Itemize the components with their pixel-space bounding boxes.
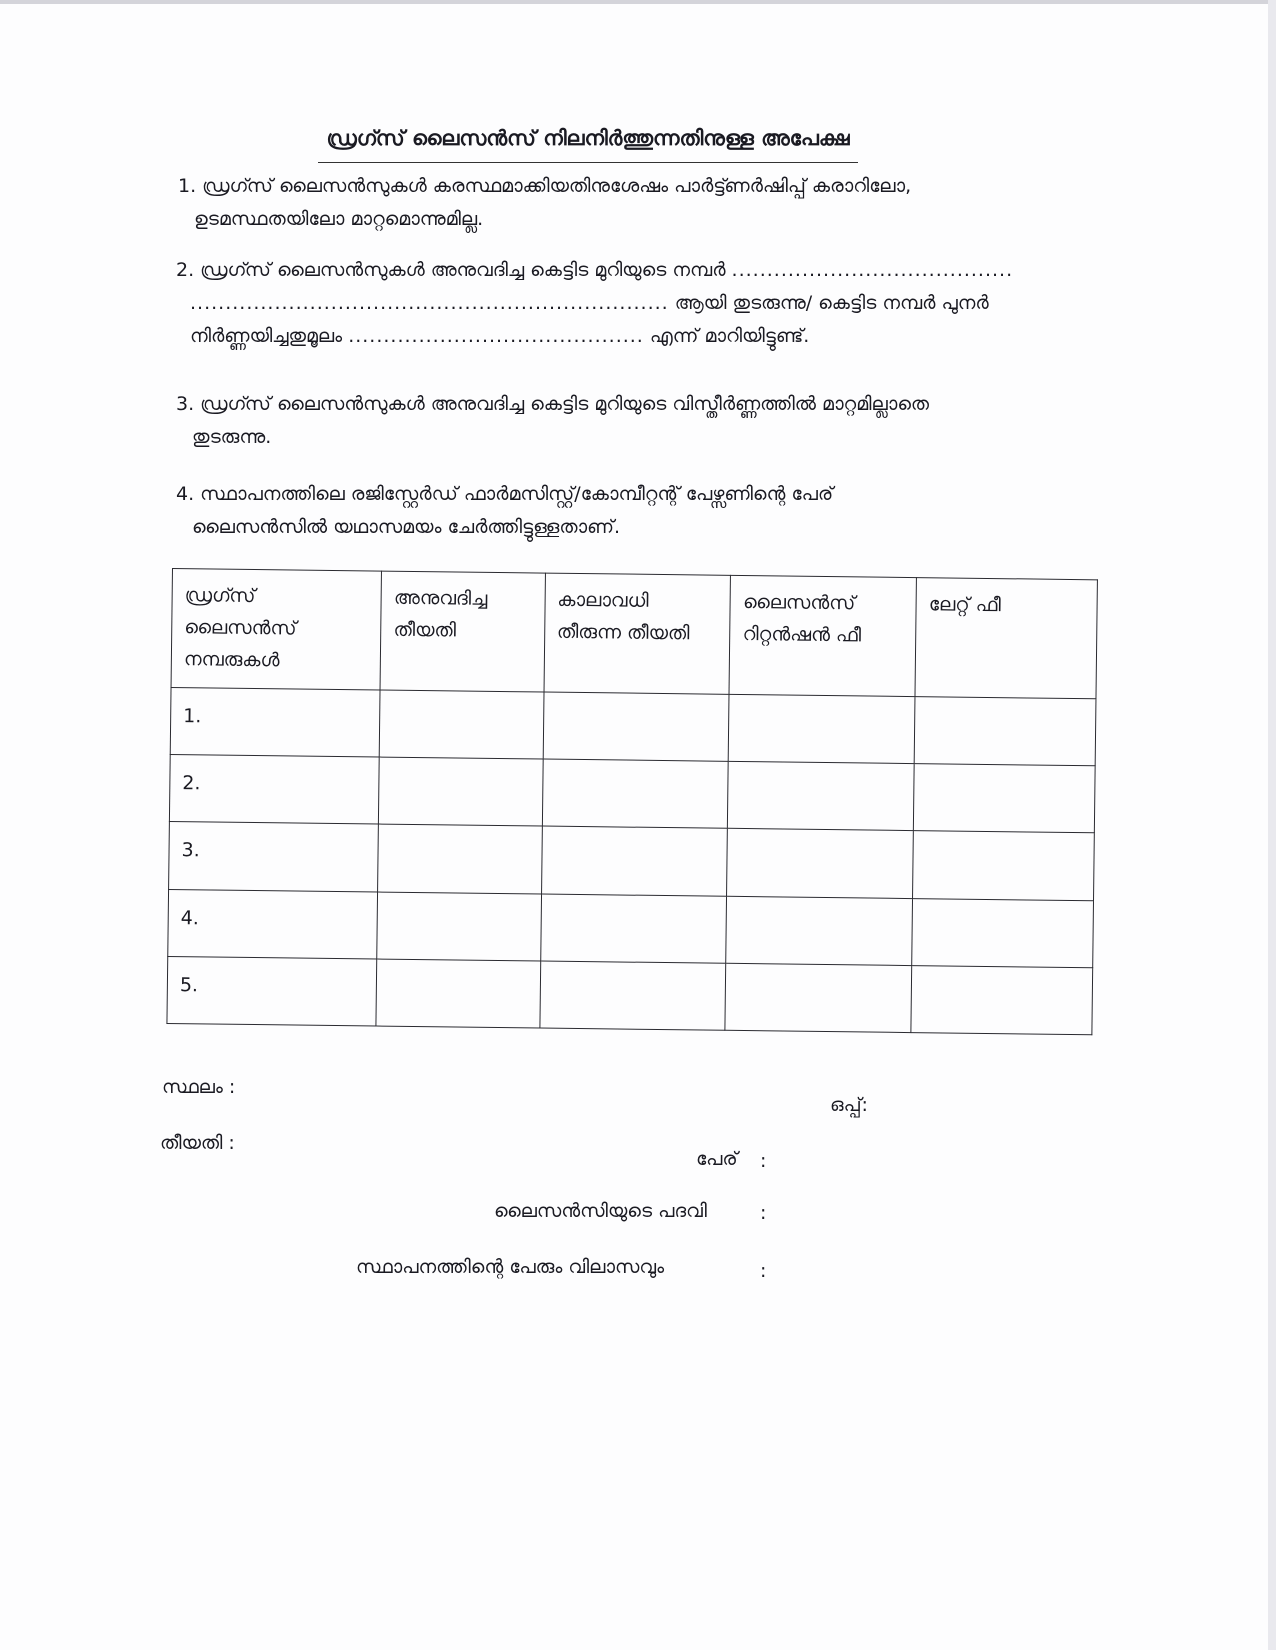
table-header-row bbox=[171, 569, 1097, 699]
signature-label: ഒപ്പ്: bbox=[830, 1094, 868, 1116]
statement-3 bbox=[176, 388, 929, 454]
table-cell[interactable] bbox=[540, 894, 727, 963]
table-cell[interactable] bbox=[726, 896, 913, 965]
license-table bbox=[166, 568, 1098, 1035]
header-retention-fee: ലൈസൻസ് റിറ്റൻഷൻ ഫീ bbox=[729, 575, 916, 696]
statement-1-line-1: 1. ഡ്രഗ്സ് ലൈസൻസുകൾ കരസ്ഥമാക്കിയതിനുശേഷം പാർട്ട്ണർഷിപ്പ് കരാറിലോ, bbox=[178, 175, 912, 197]
form-title: ഡ്രഗ്സ് ലൈസൻസ് നിലനിർത്തുന്നതിനുള്ള അപേക്ഷ bbox=[326, 126, 850, 150]
table-cell[interactable] bbox=[377, 892, 541, 961]
table-cell[interactable] bbox=[543, 692, 730, 761]
table-cell[interactable] bbox=[914, 697, 1096, 766]
statement-2-line-1: 2. ഡ്രഗ്സ് ലൈസൻസുകൾ അനുവദിച്ച കെട്ടിട മുറിയുടെ നമ്പർ bbox=[176, 259, 726, 281]
designation-label: ലൈസൻസിയുടെ പദവി bbox=[494, 1200, 707, 1222]
header-expiry-date: കാലാവധി തീരുന്ന തീയതി bbox=[544, 573, 731, 694]
table-cell[interactable] bbox=[541, 826, 728, 895]
address-colon: : bbox=[760, 1260, 767, 1282]
table-cell[interactable] bbox=[729, 694, 916, 763]
table-cell[interactable] bbox=[540, 961, 727, 1031]
header-late-fee: ലേറ്റ് ഫീ bbox=[915, 578, 1097, 699]
table-cell[interactable] bbox=[914, 764, 1096, 833]
table-cell[interactable] bbox=[728, 762, 915, 831]
statement-2-line-3-end: എന്ന് മാറിയിട്ടുണ്ട്. bbox=[649, 325, 810, 347]
statement-4-line-2: ലൈസൻസിൽ യഥാസമയം ചേർത്തിട്ടുള്ളതാണ്. bbox=[192, 516, 621, 538]
table-row bbox=[168, 889, 1094, 967]
table-cell[interactable] bbox=[380, 690, 544, 759]
statement-3-line-1: 3. ഡ്രഗ്സ് ലൈസൻസുകൾ അനുവദിച്ച കെട്ടിട മുറിയുടെ വിസ്തീർണ്ണത്തിൽ മാറ്റമില്ലാതെ bbox=[176, 393, 930, 415]
statement-4 bbox=[176, 478, 833, 544]
title-underline bbox=[318, 162, 858, 163]
table-cell[interactable] bbox=[379, 757, 543, 826]
statement-2-line-2: ആയി തുടരുന്നു/ കെട്ടിട നമ്പർ പുനർ bbox=[674, 292, 989, 314]
table-row bbox=[170, 687, 1096, 765]
row-number: 3. bbox=[169, 822, 379, 892]
designation-colon: : bbox=[760, 1202, 767, 1224]
table-row bbox=[169, 755, 1095, 833]
name-colon: : bbox=[760, 1150, 767, 1172]
header-issued-date: അനുവദിച്ച തീയതി bbox=[380, 571, 545, 692]
table-cell[interactable] bbox=[911, 965, 1093, 1034]
table-cell[interactable] bbox=[376, 959, 540, 1028]
scan-top-edge bbox=[0, 0, 1276, 4]
changed-number-blank: .......................................... bbox=[348, 325, 644, 347]
row-number: 4. bbox=[168, 889, 378, 959]
name-label: പേര് bbox=[696, 1148, 738, 1170]
header-license-numbers: ഡ്രഗ്സ് ലൈസൻസ് നമ്പരുകൾ bbox=[171, 569, 382, 691]
row-number: 5. bbox=[167, 956, 377, 1026]
table-row bbox=[167, 956, 1093, 1035]
table-cell[interactable] bbox=[542, 759, 729, 828]
new-number-blank: .................................................................... bbox=[190, 292, 669, 314]
statement-3-line-2: തുടരുന്നു. bbox=[192, 426, 272, 448]
statement-2 bbox=[176, 254, 1013, 353]
row-number: 2. bbox=[169, 755, 379, 825]
row-number: 1. bbox=[170, 687, 380, 757]
statement-1 bbox=[178, 170, 911, 236]
table-cell[interactable] bbox=[725, 963, 912, 1033]
table-cell[interactable] bbox=[912, 898, 1094, 967]
table-cell[interactable] bbox=[727, 829, 914, 898]
room-number-blank: ........................................ bbox=[731, 259, 1014, 281]
scan-right-edge bbox=[1268, 0, 1276, 1650]
table-cell[interactable] bbox=[913, 831, 1095, 900]
date-label: തീയതി : bbox=[160, 1132, 235, 1154]
statement-1-line-2: ഉടമസ്ഥതയിലോ മാറ്റമൊന്നുമില്ല. bbox=[194, 208, 484, 230]
place-label: സ്ഥലം : bbox=[162, 1076, 236, 1098]
statement-2-line-3: നിർണ്ണയിച്ചതുമൂലം bbox=[190, 325, 343, 347]
statement-4-line-1: 4. സ്ഥാപനത്തിലെ രജിസ്റ്റേർഡ് ഫാർമസിസ്റ്റ്/കോമ്പീറ്റന്റ് പേഴ്സണിന്റെ പേര് bbox=[176, 483, 834, 505]
firm-name-address-label: സ്ഥാപനത്തിന്റെ പേരും വിലാസവും bbox=[356, 1256, 665, 1278]
table-cell[interactable] bbox=[378, 824, 542, 893]
table-row bbox=[169, 822, 1095, 900]
